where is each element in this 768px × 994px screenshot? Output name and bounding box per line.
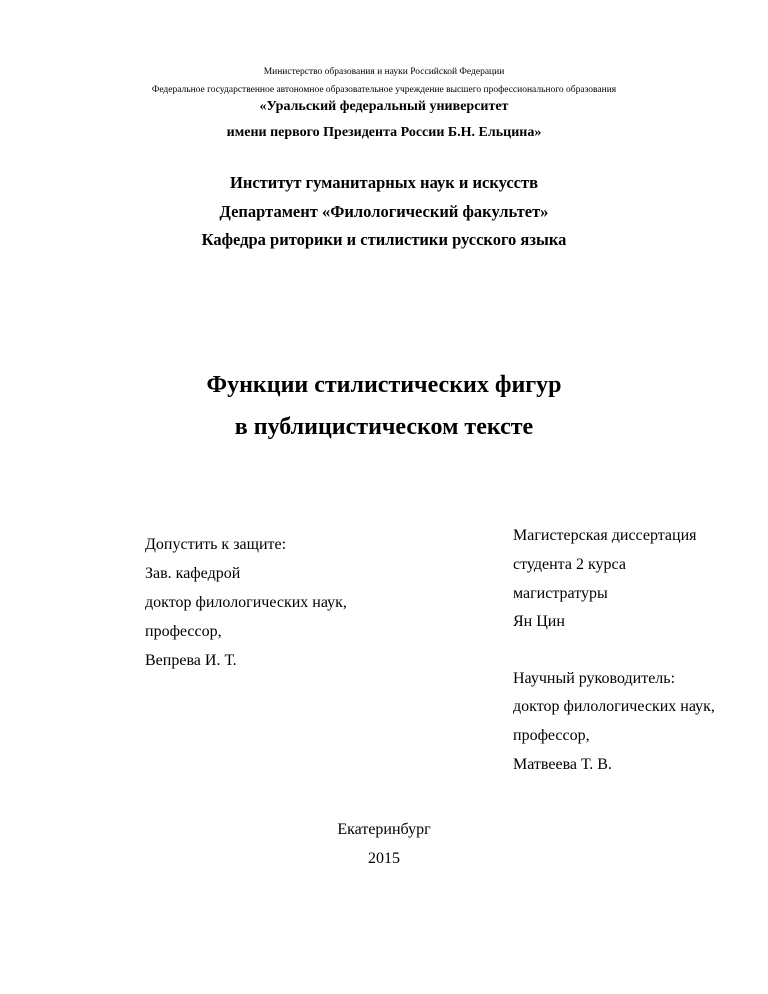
department-name: Департамент «Филологический факультет» — [219, 202, 549, 221]
chair-name: Кафедра риторики и стилистики русского языка — [201, 230, 567, 249]
head-of-chair: Зав. кафедрой — [145, 565, 241, 582]
institution-type-line: Федеральное государственное автономное образовательное учреждение высшего профессионального образования — [151, 85, 617, 95]
student-program: магистратуры — [513, 585, 608, 602]
university-name-line1: «Уральский федеральный университет — [259, 99, 509, 114]
year: 2015 — [368, 850, 400, 867]
head-name: Вепрева И. Т. — [145, 652, 237, 669]
supervisor-rank: профессор, — [513, 727, 590, 744]
city: Екатеринбург — [337, 821, 431, 838]
institute-name: Институт гуманитарных наук и искусств — [230, 173, 538, 192]
thesis-title-line1: Функции стилистических фигур — [206, 372, 562, 398]
supervisor-degree: доктор филологических наук, — [513, 698, 715, 715]
thesis-title-line2: в публицистическом тексте — [234, 414, 534, 440]
author-name: Ян Цин — [513, 613, 565, 630]
supervisor-label: Научный руководитель: — [513, 670, 676, 687]
supervisor-name: Матвеева Т. В. — [513, 756, 612, 773]
university-name-line2: имени первого Президента России Б.Н. Ельцина» — [226, 125, 542, 140]
ministry-line: Министерство образования и науки Российской Федерации — [263, 67, 505, 77]
student-course: студента 2 курса — [513, 556, 626, 573]
admit-to-defense: Допустить к защите: — [145, 536, 287, 553]
head-rank: профессор, — [145, 623, 222, 640]
work-type: Магистерская диссертация — [513, 527, 697, 544]
head-degree: доктор филологических наук, — [145, 594, 347, 611]
